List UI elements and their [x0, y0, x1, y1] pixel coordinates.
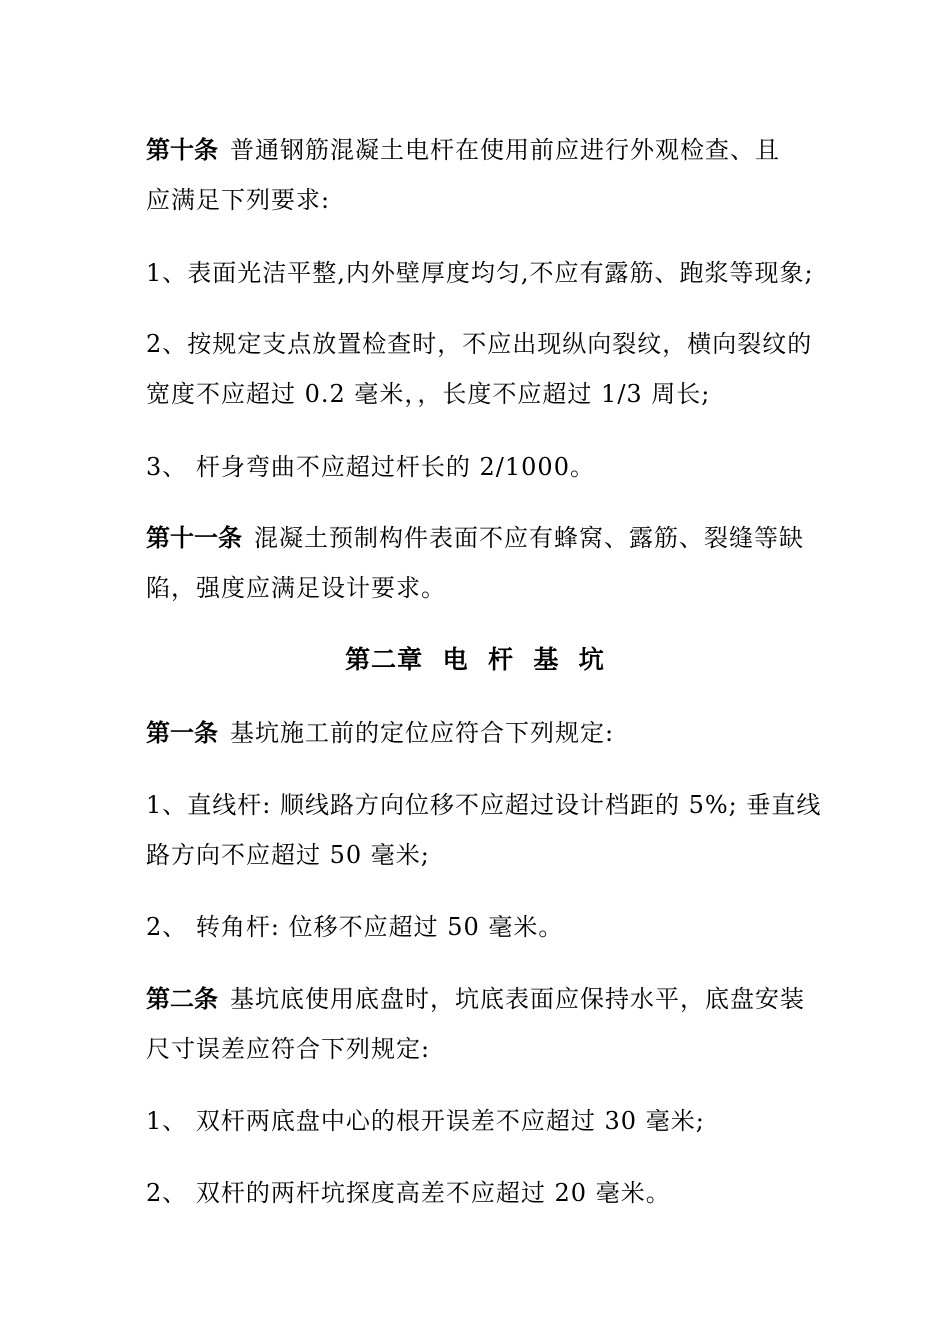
- chapter-2-heading: 第二章 电 杆 基 坑: [345, 645, 605, 674]
- chapter-2-article-2-text-1: 基坑底使用底盘时，坑底表面应保持水平，底盘安装: [230, 985, 805, 1013]
- chapter-2-article-2-line-2: 尺寸误差应符合下列规定:: [146, 1035, 431, 1063]
- article-10-line-2: 应满足下列要求:: [146, 186, 331, 214]
- article-11-line-1: [146, 521, 804, 555]
- article-10-text-1: 普通钢筋混凝土电杆在使用前应进行外观检查、且: [230, 136, 780, 164]
- article-10-item-1: 1、表面光洁平整,内外壁厚度均匀,不应有露筋、跑浆等现象;: [146, 259, 814, 287]
- chapter-2-article-1-label: 第一条: [146, 719, 218, 747]
- chapter-2-article-2-item-2: 2、 双杆的两杆坑探度高差不应超过 20 毫米。: [146, 1179, 671, 1207]
- chapter-2-article-1-item-2: 2、 转角杆: 位移不应超过 50 毫米。: [146, 913, 564, 941]
- chapter-2-article-2-item-1: 1、 双杆两底盘中心的根开误差不应超过 30 毫米;: [146, 1107, 705, 1135]
- chapter-2-article-1-item-1-line-1: 1、直线杆: 顺线路方向位移不应超过设计档距的 5%; 垂直线: [146, 791, 822, 819]
- chapter-2-article-1-item-1-line-2: 路方向不应超过 50 毫米;: [146, 841, 430, 869]
- article-11-line-2: 陷，强度应满足设计要求。: [146, 574, 446, 602]
- chapter-2-article-1-text: 基坑施工前的定位应符合下列规定:: [230, 719, 615, 747]
- chapter-2-article-1-line-1: [146, 716, 614, 750]
- article-11-label: 第十一条: [146, 524, 242, 552]
- article-11-text-1: 混凝土预制构件表面不应有蜂窝、露筋、裂缝等缺: [254, 524, 804, 552]
- chapter-2-article-2-line-1: [146, 982, 805, 1016]
- article-10-item-2-line-2: 宽度不应超过 0.2 毫米，，长度不应超过 1/3 周长;: [146, 380, 711, 408]
- article-10-label: 第十条: [146, 136, 218, 164]
- article-10-item-2-line-1: 2、按规定支点放置检查时，不应出现纵向裂纹，横向裂纹的: [146, 330, 813, 358]
- chapter-2-article-2-label: 第二条: [146, 985, 218, 1013]
- article-10-line-1: [146, 133, 780, 167]
- article-10-item-3: 3、 杆身弯曲不应超过杆长的 2/1000。: [146, 453, 595, 481]
